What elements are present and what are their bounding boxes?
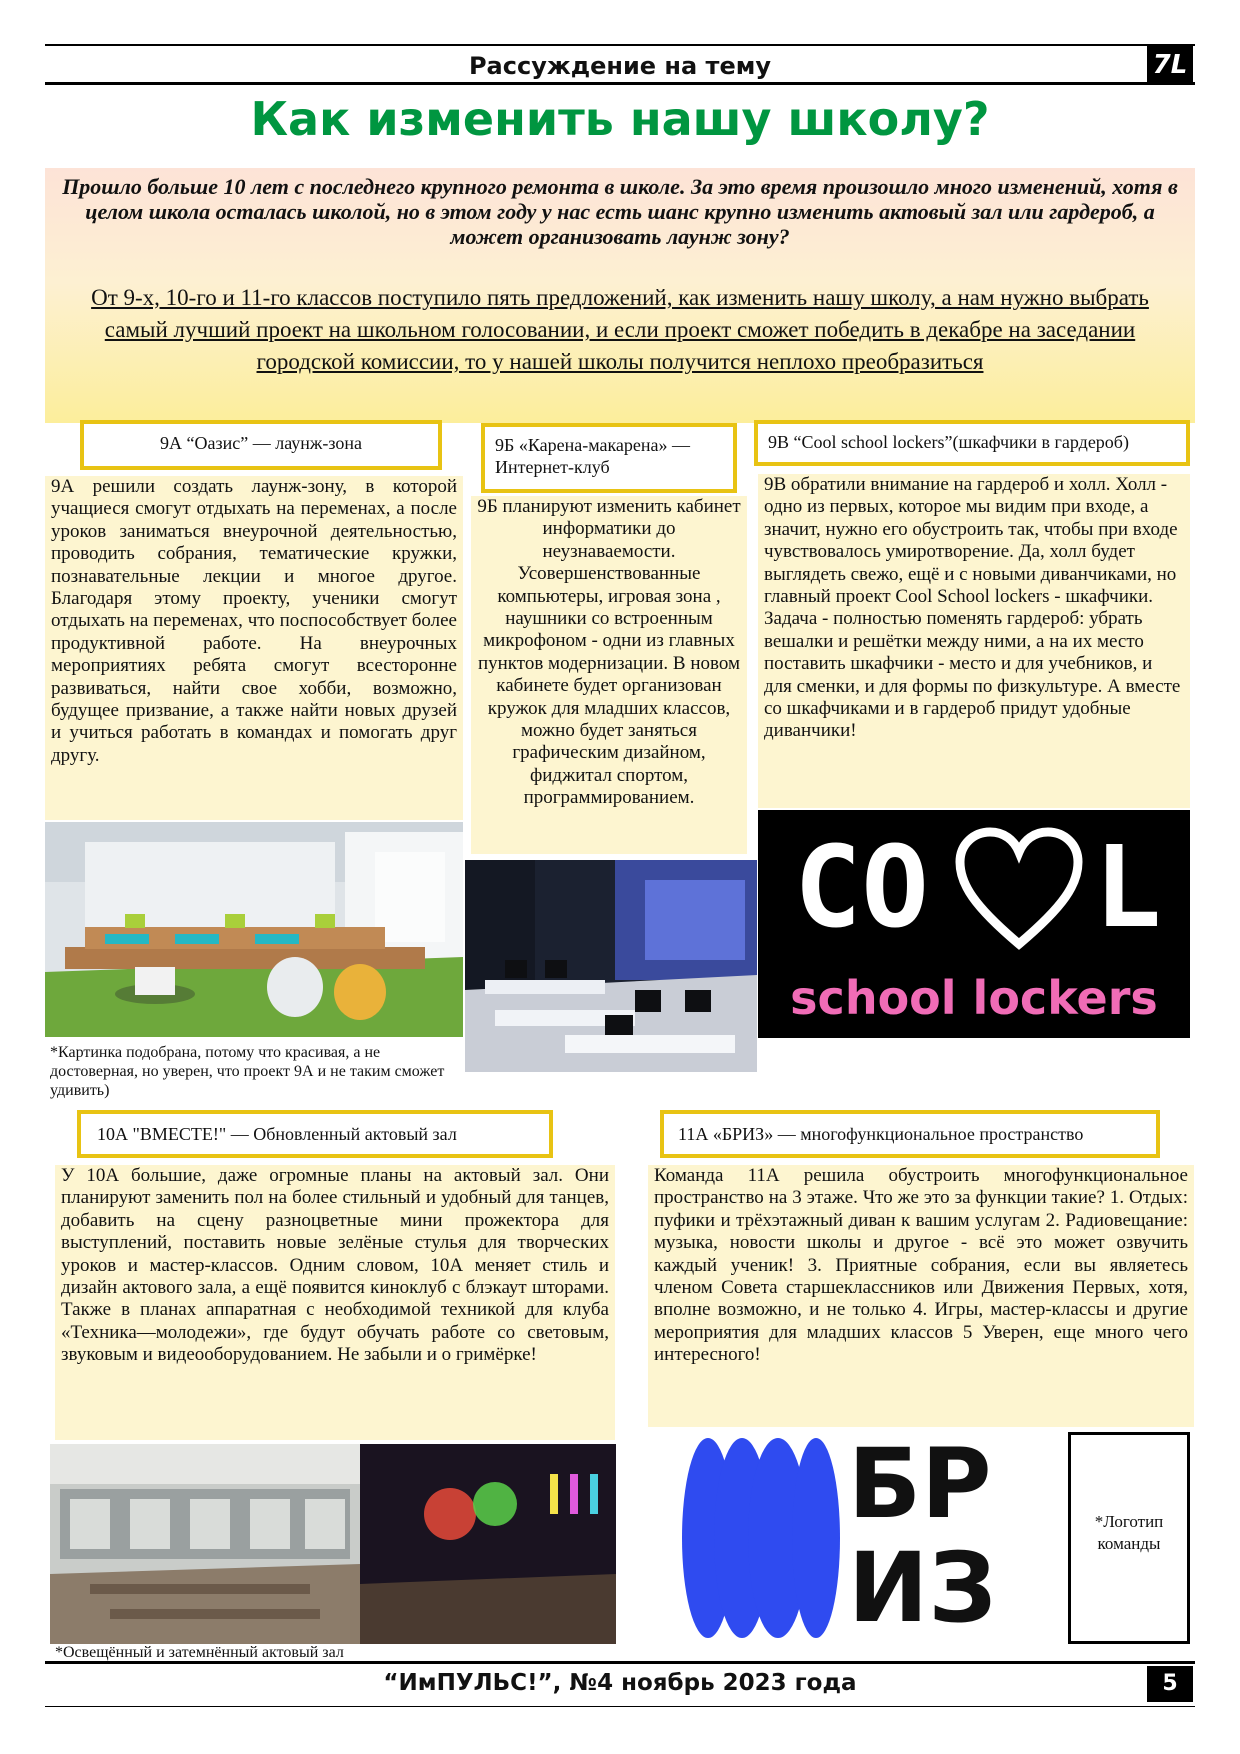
project-9a-text: 9А решили создать лаунж-зону, в которой учащиеся смогут отдыхать на переменах, а после уроков заниматься внеурочной деятельностью, проводить собрания, тематические кружки, познавательные лекции и многое другое. Благодаря этому проекту, ученики смогут отдыхать на переменах, что поспособствует более продуктивной работе. На внеурочных мероприятиях ребята смогут всесторонне развиваться, найти свое хобби, возможно, будущее призвание, а также найти новых друзей и учиться работать в командах и помогать друг другу. (45, 476, 463, 820)
project-9b-title: 9Б «Карена-макарена» — Интернет-клуб (481, 423, 737, 493)
briz-logo-note: *Логотип команды (1094, 1512, 1164, 1553)
header-rule (45, 82, 1195, 85)
lockers-logo-top-left: CO (794, 823, 929, 953)
project-11a-title: 11А «БРИЗ» — многофункциональное пространство (660, 1110, 1160, 1158)
project-10a-title: 10А "ВМЕСТЕ!" — Обновленный актовый зал (77, 1110, 553, 1158)
project-10a-text: У 10А большие, даже огромные планы на актовый зал. Они планируют заменить пол на более стильный и удобный для танцев, добавить на сцену разноцветные мини прожектора для выступлений, поставить новые зелёные стулья для творческих уроков и мастер-классов. Одним словом, 10А меняет стиль и дизайн актового зала, а ещё появится киноклуб с блэкаут шторами. Также в планах аппаратная с необходимой техникой для клуба «Техника—молодежи», где будут обучать работе со световым, звуковым и видеооборудованием. Не забыли и о гримёрке! (55, 1165, 615, 1440)
assembly-hall-illustration (50, 1444, 616, 1644)
assembly-hall-image (50, 1444, 616, 1644)
project-9v-title: 9В “Cool school lockers”(шкафчики в гардероб) (754, 420, 1190, 466)
computer-classroom-image (465, 860, 757, 1072)
lounge-zone-illustration (45, 822, 463, 1037)
intro-block (45, 168, 1195, 423)
page-headline: Как изменить нашу школу? (250, 92, 990, 146)
cool-school-lockers-logo (758, 810, 1190, 1038)
bottom-rule (45, 1706, 1195, 1707)
briz-logo-line2: ИЗ (848, 1532, 997, 1644)
project-9a-caption: *Картинка подобрана, потому что красивая, а не достоверная, но уверен, что проект 9А и не таким сможет удивить) (50, 1044, 445, 1099)
issue-line: “ИмПУЛЬС!”, №4 ноябрь 2023 года (383, 1670, 857, 1696)
section-rubric: Рассуждение на тему (468, 52, 772, 80)
intro-lead: Прошло больше 10 лет с последнего крупного ремонта в школе. За это время произошло много изменений, хотя в целом школа осталась школой, но в этом году у нас есть шанс крупно изменить актовый зал или гардероб, а может организовать лаунж зону? (62, 174, 1178, 249)
project-9v-text: 9В обратили внимание на гардероб и холл. Холл - одно из первых, которое мы видим при входе, а значит, нужно его обустроить так, чтобы при входе чувствовалось умиротворение. Да, холл будет выглядеть свежо, ещё и с новыми диванчиками, но главный проект Cool School lockers - шкафчики. Задача - полностью поменять гардероб: убрать вешалки и решётки между ними, а на их место поставить шкафчики - место и для учебников, и для сменки, и для формы по физкультуре. А вместе со шкафчиками и в гардероб придут удобные диванчики! (758, 474, 1190, 808)
project-10a-caption: *Освещённый и затемнённый актовый зал (55, 1644, 344, 1661)
project-9a-title: 9А “Оазис” — лаунж-зона (80, 420, 442, 470)
briz-logo (680, 1432, 1020, 1644)
footer-rule (45, 1661, 1195, 1664)
briz-logo-note-box (1068, 1432, 1190, 1644)
page-number: 5 (1147, 1666, 1193, 1702)
newspaper-logo-mark: 7L (1147, 46, 1193, 84)
lounge-zone-image (45, 822, 463, 1037)
project-11a-text: Команда 11А решила обустроить многофункциональное пространство на 3 этаже. Что же это за функции такие? 1. Отдых: пуфики и трёхэтажный диван к вашим услугам 2. Радиовещание: музыка, новости школы и другое - всё это может озвучить каждый ученик! 3. Приятные собрания, если вы являетесь членом Совета старшеклассников или Движения Первых, хотя, вполне возможно, и не только 4. Игры, мастер-классы и другие мероприятия для младших классов 5 Уверен, еще много чего интересного! (648, 1165, 1194, 1427)
heart-icon (954, 826, 1084, 956)
briz-logo-line1: БР (848, 1432, 992, 1540)
briz-waves-icon (680, 1432, 840, 1644)
project-9b-text: 9Б планируют изменить кабинет информатики до неузнаваемости. Усовершенствованные компьютеры, игровая зона , наушники со встроенным микрофоном - одни из главных пунктов модернизации. В новом кабинете будет организован кружок для младших классов, можно будет заняться графическим дизайном, фиджитал спортом, программированием. (471, 496, 747, 854)
lockers-logo-top-right: L (1094, 823, 1162, 953)
computer-classroom-illustration (465, 860, 757, 1072)
top-rule (45, 44, 1195, 46)
lockers-logo-bottom: school lockers (790, 971, 1158, 1025)
intro-subtext: От 9-х, 10-го и 11-го классов поступило пять предложений, как изменить нашу школу, а нам нужно выбрать самый лучший проект на школьном голосовании, и если проект сможет победить в декабре на заседании городской комиссии, то у нашей школы получится неплохо преобразиться (91, 285, 1149, 374)
